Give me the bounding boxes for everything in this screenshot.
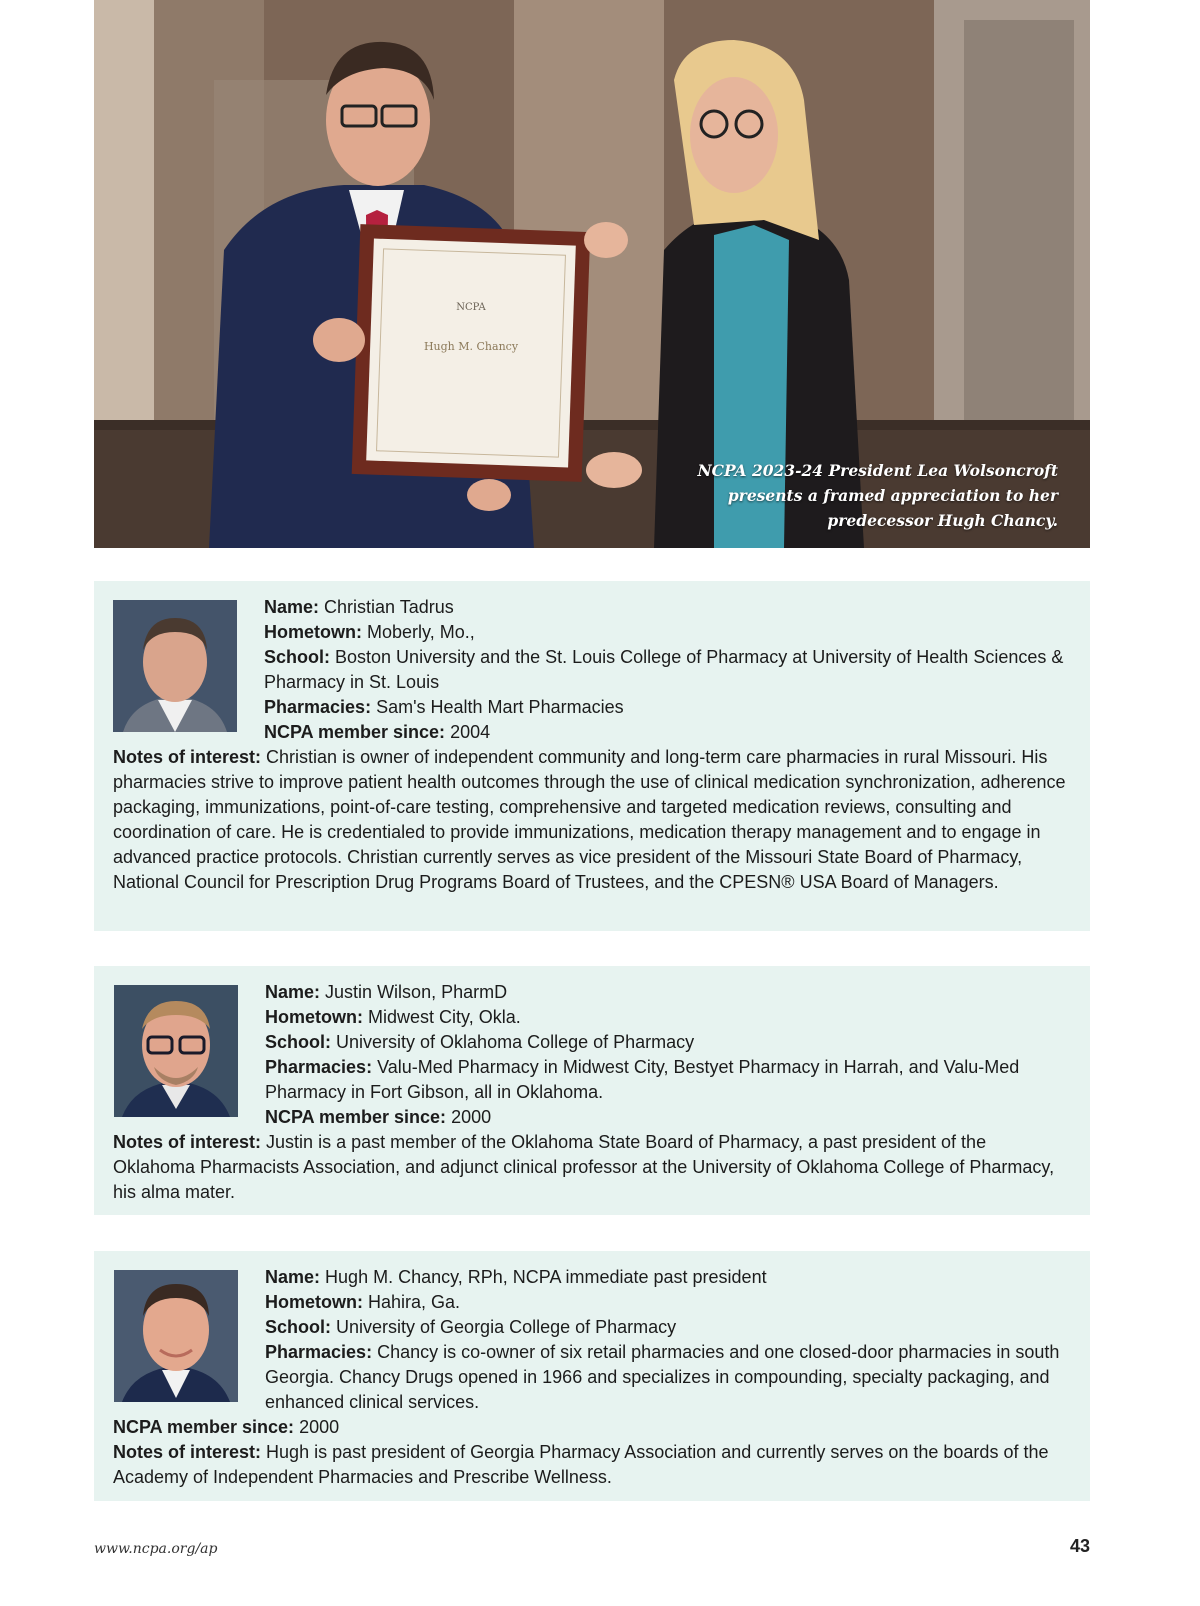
- page-number: 43: [1069, 1536, 1090, 1556]
- field-label: NCPA member since:: [113, 1417, 295, 1437]
- member-since-row: [264, 720, 1072, 745]
- field-value: Sam's Health Mart Pharmacies: [376, 697, 624, 717]
- field-label: Notes of interest:: [113, 1442, 262, 1462]
- field-label: Name:: [265, 1267, 321, 1287]
- field-label: School:: [265, 1032, 331, 1052]
- field-value: Christian Tadrus: [324, 597, 454, 617]
- footer-url[interactable]: www.ncpa.org/ap: [94, 1541, 218, 1557]
- certificate-org: NCPA: [456, 302, 486, 313]
- hometown-row: [265, 1005, 1072, 1030]
- profile-card-wilson: [94, 966, 1090, 1215]
- school-row: [265, 1030, 1072, 1055]
- field-label: NCPA member since:: [265, 1107, 447, 1127]
- certificate-name: Hugh M. Chancy: [423, 340, 519, 353]
- member-since-row: [113, 1415, 1072, 1440]
- field-label: Pharmacies:: [265, 1057, 373, 1077]
- field-label: Name:: [264, 597, 320, 617]
- notes-row: [113, 1130, 1072, 1205]
- headshot-chancy: [114, 1270, 238, 1402]
- field-value: 2000: [299, 1417, 340, 1437]
- field-label: Pharmacies:: [265, 1342, 373, 1362]
- profile-card-chancy: [94, 1251, 1090, 1501]
- school-row: [265, 1315, 1072, 1340]
- field-value: University of Georgia College of Pharmacy: [336, 1317, 677, 1337]
- field-value: University of Oklahoma College of Pharmacy: [336, 1032, 695, 1052]
- photo-caption: [678, 458, 1058, 533]
- member-since-row: [265, 1105, 1072, 1130]
- caption-line: NCPA 2023-24 President Lea Wolsoncroft: [697, 461, 1058, 480]
- field-value: Hahira, Ga.: [368, 1292, 461, 1312]
- field-label: Hometown:: [265, 1007, 363, 1027]
- field-value: Boston University and the St. Louis College of Pharmacy at University of Health Sciences & Pharmacy in St. Louis: [264, 647, 1064, 692]
- field-value: Hugh is past president of Georgia Pharmacy Association and currently serves on the boards of the Academy of Independent Pharmacies and Prescribe Wellness.: [113, 1442, 1049, 1487]
- headshot-tadrus: [113, 600, 237, 732]
- field-label: NCPA member since:: [264, 722, 446, 742]
- field-value: Midwest City, Okla.: [368, 1007, 521, 1027]
- hometown-row: [265, 1290, 1072, 1315]
- field-value: 2004: [450, 722, 491, 742]
- name-row: [264, 595, 1072, 620]
- pharmacies-row: [265, 1340, 1072, 1415]
- notes-row: [113, 1440, 1072, 1490]
- field-value: Christian is owner of independent community and long-term care pharmacies in rural Missouri. His pharmacies strive to improve patient health outcomes through the use of clinical medication synchronization, adherence packaging, immunizations, point-of-care testing, comprehensive and targeted medication reviews, consulting and coordination of care. He is credentialed to provide immunizations, medication therapy management and to engage in advanced practice protocols. Christian currently serves as vice president of the Missouri State Board of Pharmacy, National Council for Prescription Drug Programs Board of Trustees, and the CPESN® USA Board of Managers.: [113, 747, 1066, 892]
- field-value: Hugh M. Chancy, RPh, NCPA immediate past president: [325, 1267, 767, 1287]
- award-photo: [94, 0, 1090, 548]
- name-row: [265, 980, 1072, 1005]
- caption-line: predecessor Hugh Chancy.: [827, 511, 1058, 530]
- field-value: 2000: [451, 1107, 492, 1127]
- notes-row: [113, 745, 1072, 895]
- member-and-notes: [113, 1415, 1072, 1490]
- headshot-wilson: [114, 985, 238, 1117]
- profile-fields: [264, 595, 1072, 745]
- field-value: Chancy is co-owner of six retail pharmacies and one closed-door pharmacies in south Georgia. Chancy Drugs opened in 1966 and specializes in compounding, specialty packaging, and enhanced clinical services.: [265, 1342, 1060, 1412]
- field-label: Notes of interest:: [113, 747, 262, 767]
- field-value: Justin Wilson, PharmD: [325, 982, 508, 1002]
- field-label: School:: [264, 647, 330, 667]
- field-label: Pharmacies:: [264, 697, 372, 717]
- name-row: [265, 1265, 1072, 1290]
- field-label: Hometown:: [264, 622, 362, 642]
- caption-line: presents a framed appreciation to her: [727, 486, 1058, 505]
- field-label: School:: [265, 1317, 331, 1337]
- field-label: Hometown:: [265, 1292, 363, 1312]
- field-value: Moberly, Mo.,: [367, 622, 475, 642]
- field-value: Justin is a past member of the Oklahoma State Board of Pharmacy, a past president of the Oklahoma Pharmacists Association, and adjunct clinical professor at the University of Oklahoma College of Pharmacy, his alma mater.: [113, 1132, 1055, 1202]
- hometown-row: [264, 620, 1072, 645]
- pharmacies-row: [265, 1055, 1072, 1105]
- profile-card-tadrus: [94, 581, 1090, 931]
- profile-fields: [265, 980, 1072, 1130]
- field-value: Valu-Med Pharmacy in Midwest City, Bestyet Pharmacy in Harrah, and Valu-Med Pharmacy in Fort Gibson, all in Oklahoma.: [265, 1057, 1020, 1102]
- field-label: Name:: [265, 982, 321, 1002]
- profile-fields: [265, 1265, 1072, 1415]
- pharmacies-row: [264, 695, 1072, 720]
- field-label: Notes of interest:: [113, 1132, 262, 1152]
- school-row: [264, 645, 1072, 695]
